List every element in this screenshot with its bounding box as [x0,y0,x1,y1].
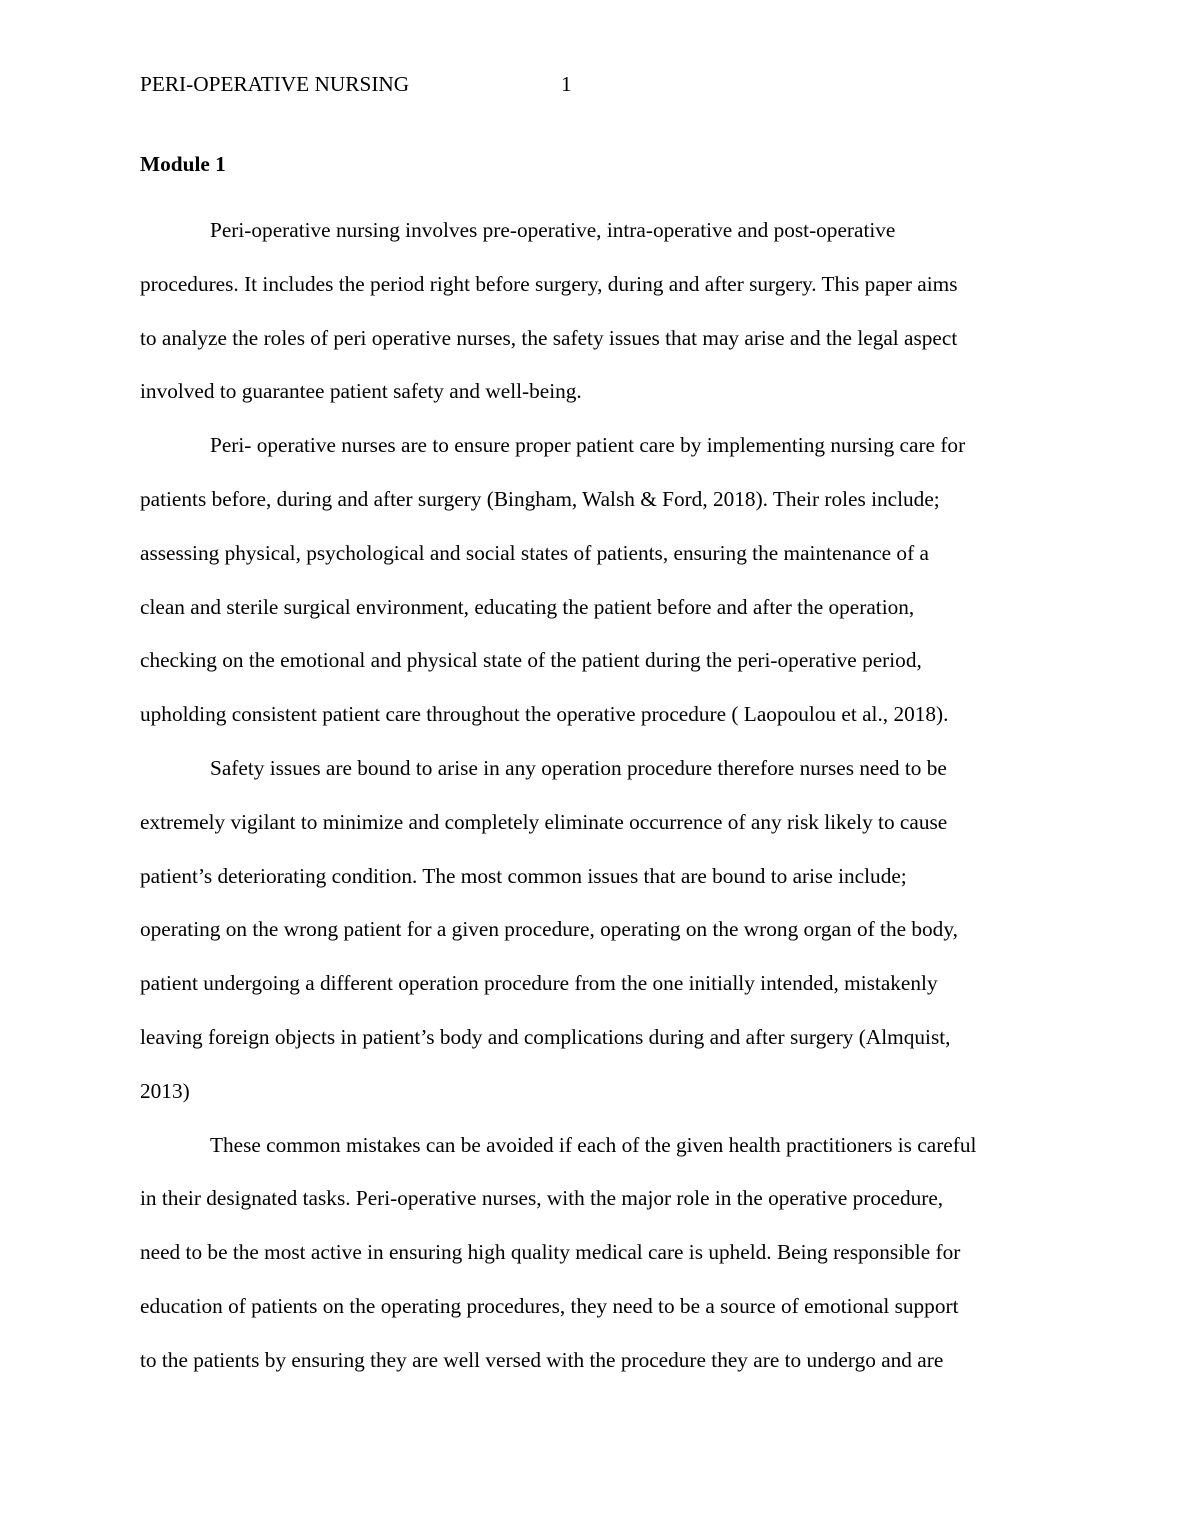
text-line: 2013) [140,1078,190,1103]
text-line: procedures. It includes the period right before surgery, during and after surgery. This paper aims [140,271,958,296]
text-line: operating on the wrong patient for a given procedure, operating on the wrong organ of the body, [140,917,958,942]
page-number: 1 [561,72,572,96]
text-line: extremely vigilant to minimize and completely eliminate occurrence of any risk likely to cause [140,809,948,834]
text-line: leaving foreign objects in patient’s body and complications during and after surgery (Almquist, [140,1024,951,1049]
text-line: Peri-operative nursing involves pre-operative, intra-operative and post-operative [210,218,896,242]
text-line: Safety issues are bound to arise in any operation procedure therefore nurses need to be [210,755,947,780]
text-line: patient’s deteriorating condition. The most common issues that are bound to arise include; [140,863,907,888]
section-heading: Module 1 [140,152,226,176]
paragraph-intro [140,204,1060,419]
text-line: checking on the emotional and physical state of the patient during the peri-operative period, [140,648,922,673]
text-line: in their designated tasks. Peri-operative nurses, with the major role in the operative procedure, [140,1186,944,1211]
paragraph-safety-issues [140,742,1060,1119]
paragraph-roles [140,419,1060,742]
text-line: to analyze the roles of peri operative nurses, the safety issues that may arise and the legal aspect [140,325,958,350]
document-body [140,150,1060,1388]
text-line: upholding consistent patient care throughout the operative procedure ( Laopoulou et al., 2018). [140,702,949,727]
text-line: patient undergoing a different operation procedure from the one initially intended, mistakenly [140,971,938,996]
text-line: patients before, during and after surgery (Bingham, Walsh & Ford, 2018). Their roles include; [140,486,940,511]
text-line: involved to guarantee patient safety and well-being. [140,379,582,404]
running-head: PERI-OPERATIVE NURSING [140,72,410,96]
paragraph-avoiding-mistakes [140,1119,1060,1388]
text-line: education of patients on the operating procedures, they need to be a source of emotional support [140,1293,959,1318]
text-line: need to be the most active in ensuring high quality medical care is upheld. Being responsible for [140,1240,961,1265]
text-line: assessing physical, psychological and social states of patients, ensuring the maintenance of a [140,540,929,565]
text-line: clean and sterile surgical environment, educating the patient before and after the operation, [140,594,915,619]
text-line: These common mistakes can be avoided if each of the given health practitioners is careful [210,1132,977,1157]
text-line: to the patients by ensuring they are well versed with the procedure they are to undergo and are [140,1347,944,1372]
text-line: Peri- operative nurses are to ensure proper patient care by implementing nursing care for [210,433,966,458]
